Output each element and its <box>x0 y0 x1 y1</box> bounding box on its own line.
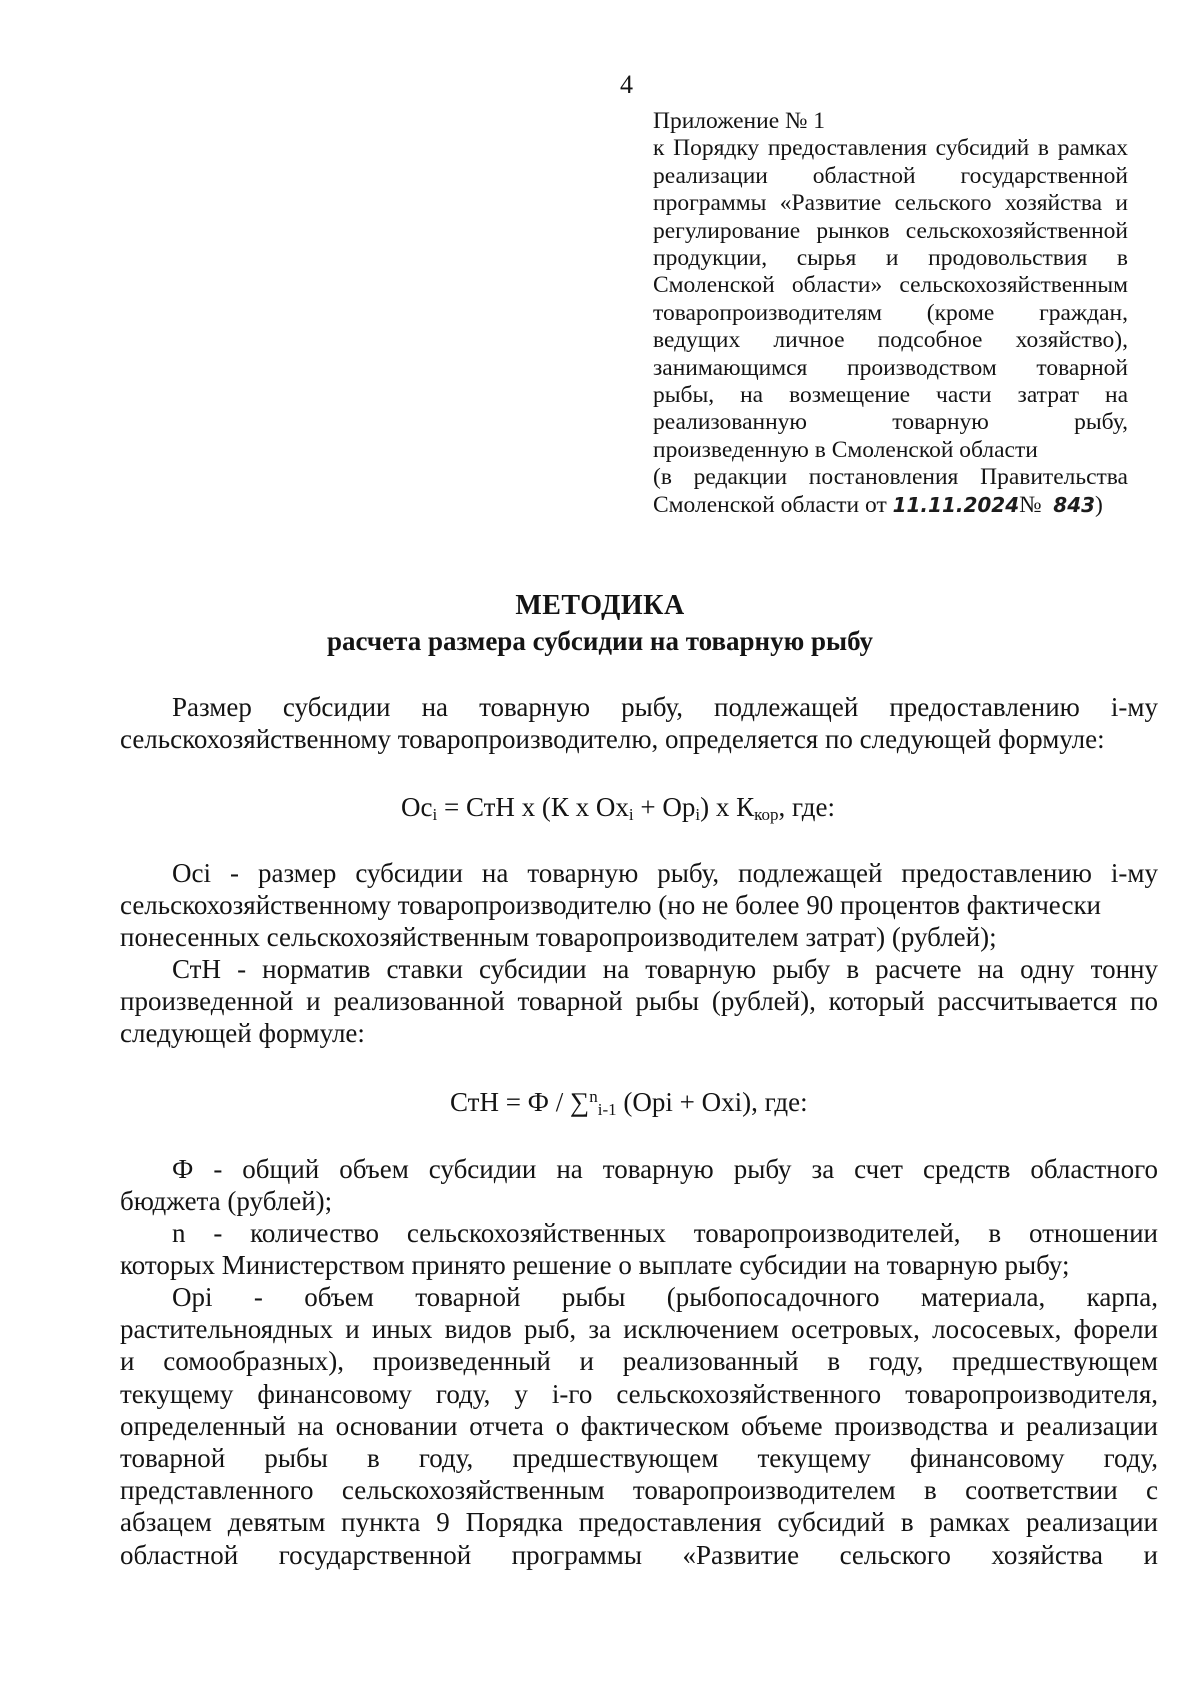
formula-text: (Орi + Охi), где: <box>616 1087 808 1117</box>
text-line: n - количество сельскохозяйственных товаропроизводителей, в отношении <box>172 1218 1158 1248</box>
text-line: Размер субсидии на товарную рыбу, подлежащей предоставлению i-му <box>172 692 1158 722</box>
appendix-header <box>653 108 1128 519</box>
text-line: произведенной и реализованной товарной рыбы (рублей), который рассчитывается по <box>120 986 1158 1017</box>
text-line: областной государственной программы «Развитие сельского хозяйства и <box>120 1539 1158 1570</box>
appendix-line: Приложение № 1 <box>653 108 826 134</box>
appendix-last-line <box>653 492 1128 519</box>
text-line: определенный на основании отчета о фактическом объеме производства и реализации <box>120 1410 1158 1441</box>
formula-superscript: n <box>589 1087 598 1106</box>
appendix-line: Смоленской области» сельскохозяйственным <box>653 272 1128 299</box>
appendix-line: реализованную товарную рыбу, <box>653 409 1128 436</box>
appendix-line: (в редакции постановления Правительства <box>653 464 1128 491</box>
text-line: следующей формуле: <box>120 1018 365 1049</box>
text-line: бюджета (рублей); <box>120 1186 333 1217</box>
number-sign: № <box>1019 491 1042 518</box>
text-line: СтН - норматив ставки субсидии на товарную рыбу в расчете на одну тонну <box>172 954 1158 984</box>
appendix-line: реализации областной государственной <box>653 162 1128 189</box>
formula-text: + Ор <box>633 792 696 822</box>
document-subtitle: расчета размера субсидии на товарную рыбу <box>326 626 874 656</box>
definition-n <box>120 1217 1158 1281</box>
text-line: текущему финансовому году, у i-го сельскохозяйственного товаропроизводителя, <box>120 1378 1158 1409</box>
text-line: Осi - размер субсидии на товарную рыбу, подлежащей предоставлению i-му <box>172 858 1158 888</box>
appendix-line: товаропроизводителям (кроме граждан, <box>653 299 1128 326</box>
document-title: МЕТОДИКА <box>515 590 685 621</box>
formula-subsidy <box>0 791 1200 823</box>
text-line: товарной рыбы в году, предшествующем текущему финансовому году, <box>120 1443 1158 1474</box>
text-line: Орi - объем товарной рыбы (рыбопосадочного материала, карпа, <box>172 1282 1158 1312</box>
appendix-line: занимающимся производством товарной <box>653 354 1128 381</box>
formula-subscript: i <box>432 805 438 824</box>
page-number: 4 <box>620 70 633 99</box>
formula-rate <box>0 1086 1200 1118</box>
text-line: растительноядных и иных видов рыб, за исключением осетровых, лососевых, форели <box>120 1314 1158 1345</box>
formula-text: = СтН х (К х Ох <box>437 792 629 822</box>
formula-subscript: i <box>695 805 701 824</box>
appendix-line: произведенную в Смоленской области <box>653 436 1038 463</box>
text-line: сельскохозяйственному товаропроизводителю, определяется по следующей формуле: <box>120 724 1105 755</box>
formula-subscript: кор <box>754 805 779 824</box>
appendix-line: ведущих личное подсобное хозяйство), <box>653 327 1128 354</box>
definition-or <box>120 1281 1158 1571</box>
formula-text: , где: <box>778 792 835 822</box>
text-line: и сомообразных), произведенный и реализованный в году, предшествующем <box>120 1346 1158 1377</box>
closing-paren: ) <box>1095 491 1103 518</box>
handwritten-date: 11.11.2024 <box>892 492 1020 517</box>
definition-oc <box>120 857 1158 954</box>
formula-subscript: i-1 <box>597 1100 617 1119</box>
appendix-line: программы «Развитие сельского хозяйства и <box>653 190 1128 217</box>
formula-text: Ос <box>401 792 433 822</box>
handwritten-number: 843 <box>1053 492 1096 517</box>
text-line: сельскохозяйственному товаропроизводителю (но не более 90 процентов фактически <box>120 890 1102 921</box>
definition-f <box>120 1153 1158 1217</box>
text-line: понесенных сельскохозяйственным товаропроизводителем затрат) (рублей); <box>120 922 997 953</box>
appendix-line: регулирование рынков сельскохозяйственной <box>653 217 1128 244</box>
text-line: абзацем девятым пункта 9 Порядка предоставления субсидий в рамках реализации <box>120 1507 1158 1538</box>
appendix-date-prefix: Смоленской области от <box>653 491 887 518</box>
formula-subscript: i <box>628 805 634 824</box>
text-line: представленного сельскохозяйственным товаропроизводителем в соответствии с <box>120 1475 1158 1506</box>
formula-text: СтН = Ф / ∑ <box>450 1087 590 1117</box>
appendix-line: продукции, сырья и продовольствия в <box>653 245 1128 272</box>
text-line: Ф - общий объем субсидии на товарную рыбу за счет средств областного <box>172 1154 1158 1184</box>
appendix-line: рыбы, на возмещение части затрат на <box>653 382 1128 409</box>
text-line: которых Министерством принято решение о выплате субсидии на товарную рыбу; <box>120 1250 1070 1281</box>
definition-stn <box>120 953 1158 1050</box>
intro-paragraph <box>120 691 1158 755</box>
appendix-line: к Порядку предоставления субсидий в рамках <box>653 135 1128 162</box>
formula-text: ) х К <box>700 792 755 822</box>
